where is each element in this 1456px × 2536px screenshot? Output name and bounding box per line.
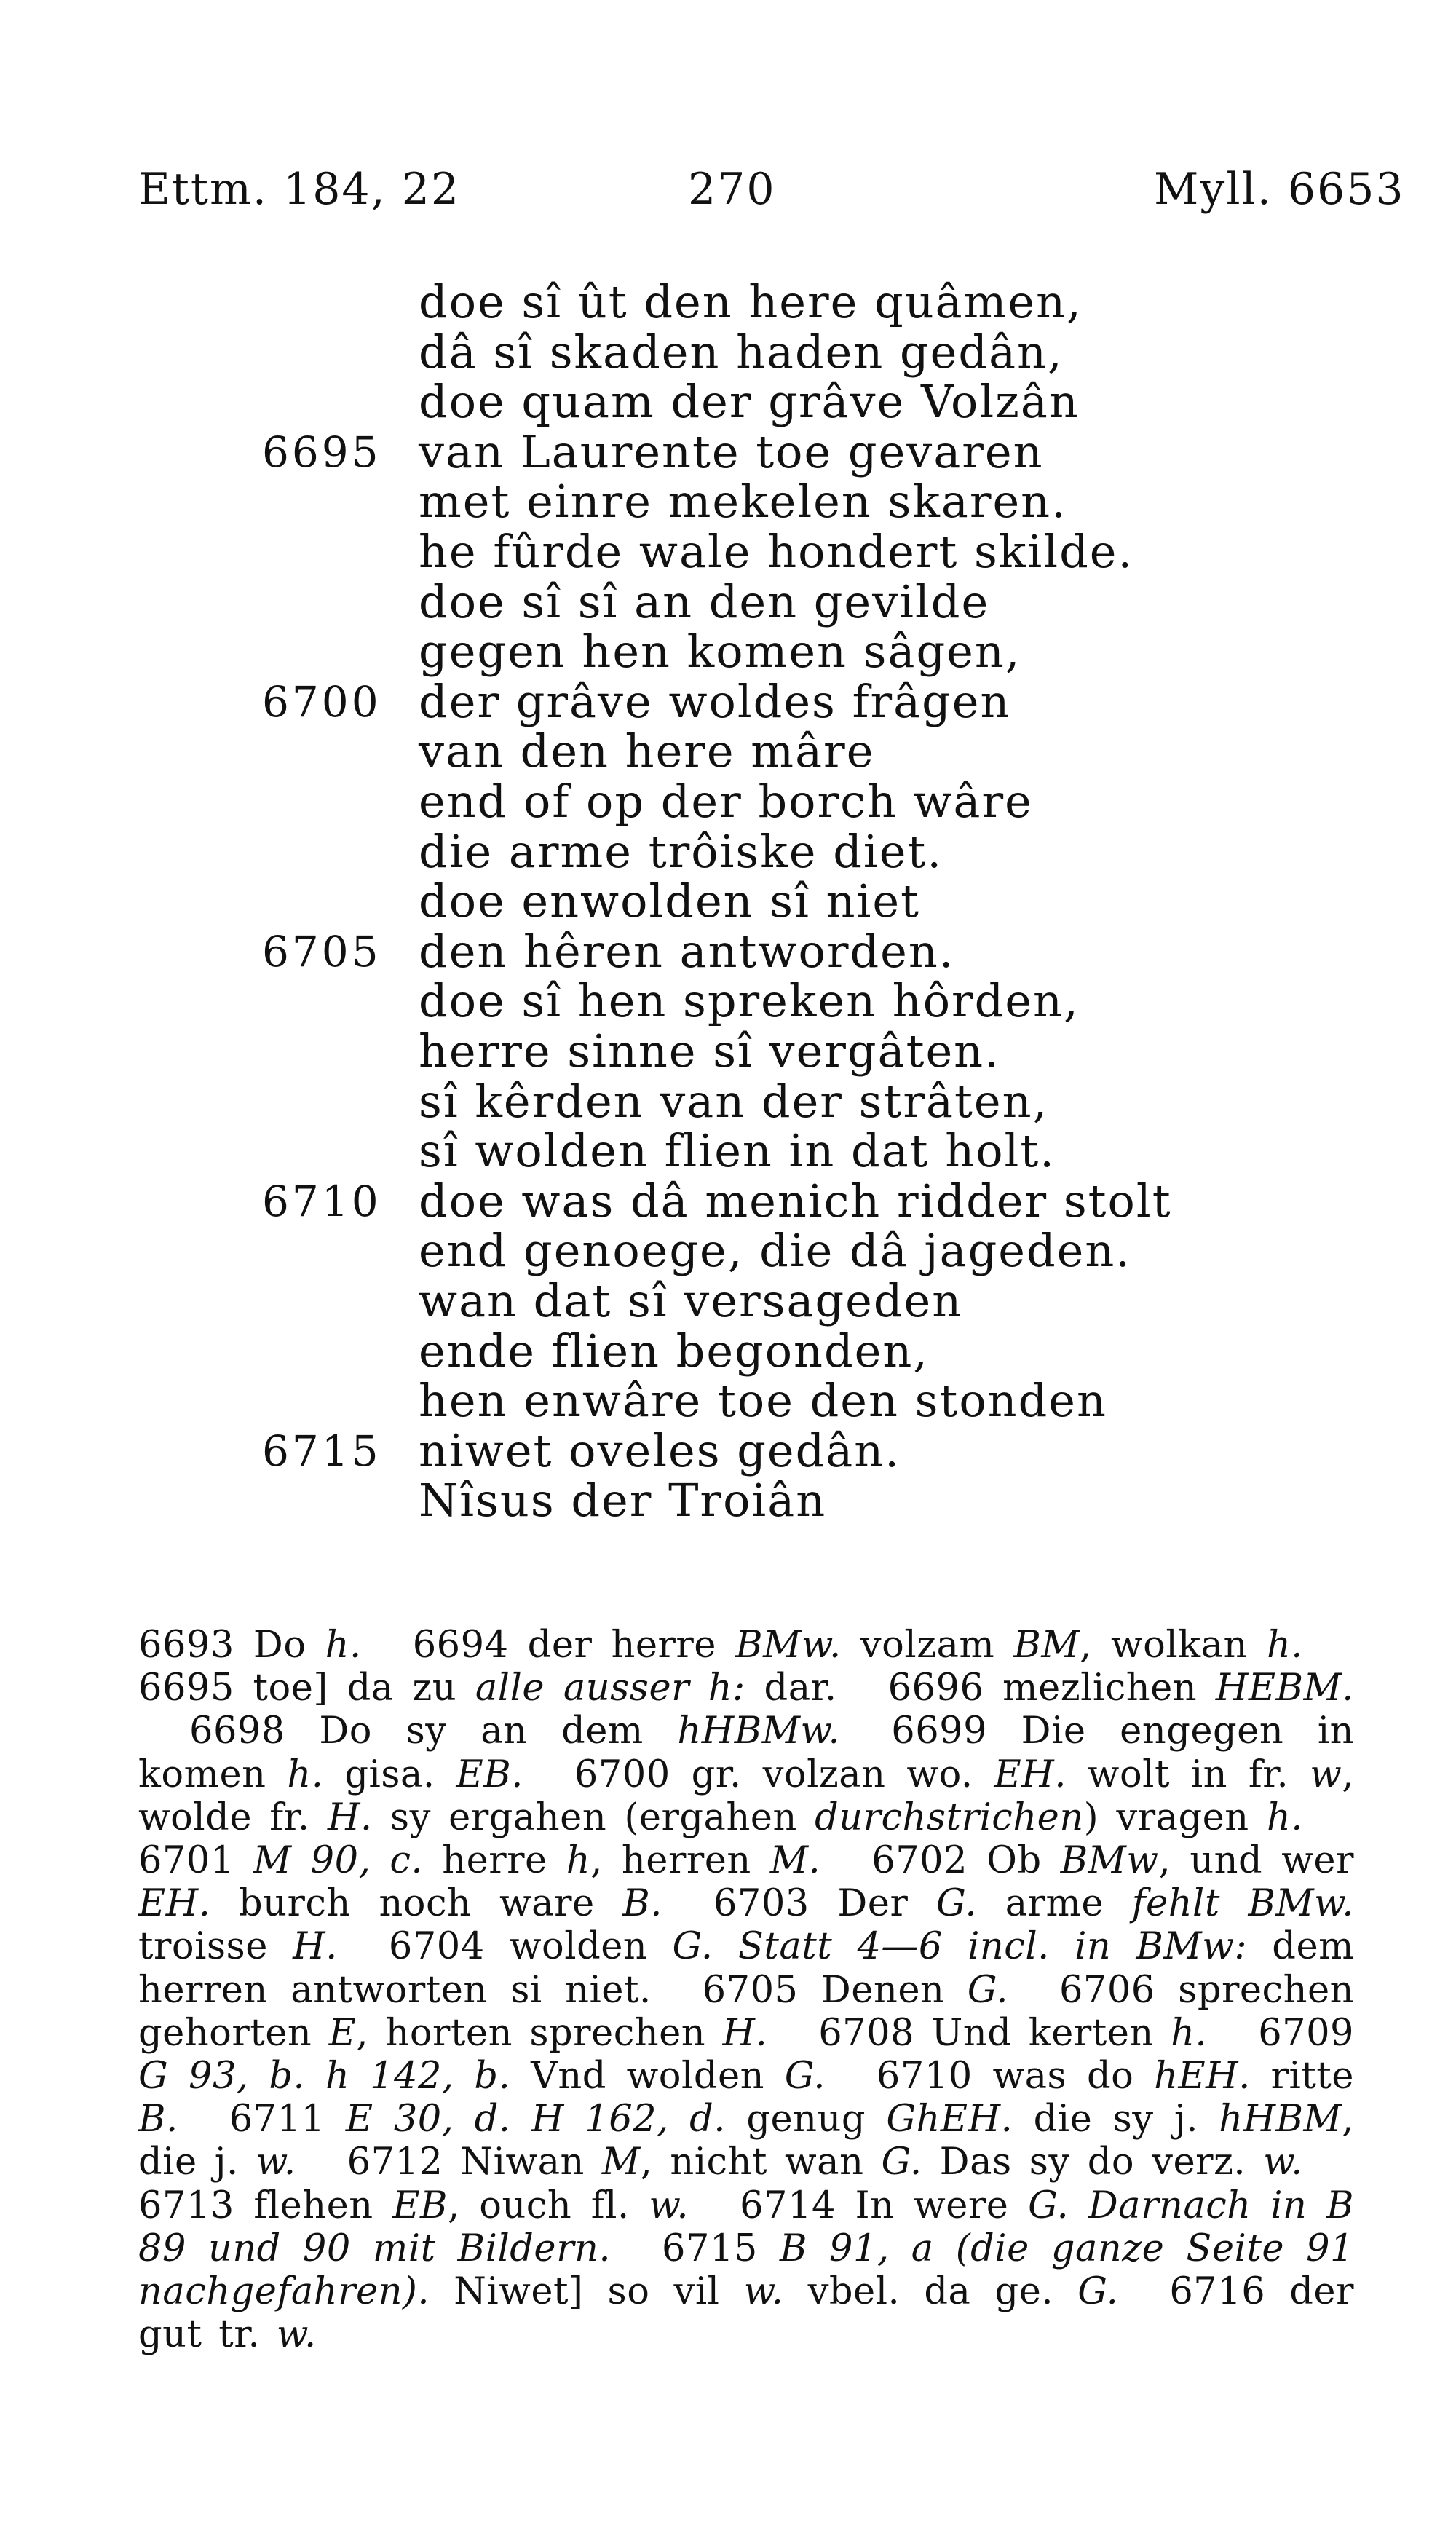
apparatus-text: 6701 [138,1839,253,1883]
apparatus-text [713,1925,738,1968]
apparatus-siglum: w. [276,2313,317,2357]
apparatus-siglum: E [328,2011,357,2055]
apparatus-text: 6699 Die engegen in komen [138,1710,1354,1796]
line-number: 6700 [262,677,381,727]
apparatus-text: 6706 sprechen gehorten [138,1968,1354,2055]
verse-line: he fûrde wale hondert skilde. [419,525,1134,578]
verse-line: doe sî hen spreken hôrden, [419,974,1080,1027]
apparatus-siglum: h. [1266,1624,1303,1667]
apparatus-text: gisa. [323,1753,456,1796]
apparatus-text: 6694 der herre [412,1624,736,1667]
apparatus-siglum: M. [769,1839,821,1883]
verse-line: ende flien begonden, [419,1324,929,1378]
apparatus-text: sy ergahen (ergahen [372,1796,815,1839]
apparatus-text: 6712 Niwan [347,2141,602,2184]
apparatus-siglum: M 90, c. [253,1839,424,1883]
verse-line: gegen hen komen sâgen, [419,625,1021,678]
verse-line: doe sî ût den here quâmen, [419,275,1083,328]
apparatus-text: , horten sprechen [356,2011,723,2055]
apparatus-siglum: w. [1263,2141,1304,2184]
apparatus-siglum: BM [1013,1624,1080,1667]
apparatus-siglum: Darnach in B 89 und 90 mit Bildern. [138,2184,1354,2270]
apparatus-siglum: w. [256,2141,296,2184]
apparatus-siglum: durchstrichen [815,1796,1084,1839]
apparatus-text: 6693 Do [138,1624,325,1667]
apparatus-siglum: G. [935,1882,978,1926]
apparatus-siglum: H. [327,1796,373,1839]
apparatus-text: 6700 gr. volzan wo. [574,1753,994,1796]
header-left-reference: Ettm. 184, 22 [138,164,461,215]
apparatus-text: Das sy do verz. [922,2141,1264,2184]
apparatus-text: 6709 [1258,2011,1354,2055]
apparatus-text: 6705 Denen [702,1968,968,2012]
verse-line: hen enwâre toe den stonden [419,1374,1107,1427]
apparatus-text: 6713 flehen [138,2184,393,2227]
line-number: 6695 [262,427,381,477]
verse-line: niwet oveles gedân. [419,1424,901,1477]
verse-line: met einre mekelen skaren. [419,475,1067,528]
verse-line: end of op der borch wâre [419,775,1033,828]
apparatus-text [1069,2184,1088,2227]
apparatus-siglum: Statt 4—6 incl. in BMw: [737,1925,1248,1969]
page-number: 270 [688,164,776,215]
apparatus-siglum: G 93, b. h 142, b. [138,2055,511,2098]
verse-line: sî kêrden van der strâten, [419,1075,1049,1128]
apparatus-siglum: hEH. [1154,2055,1251,2098]
apparatus-siglum: G. [1077,2270,1119,2314]
verse-line: doe was dâ menich ridder stolt [419,1174,1172,1228]
apparatus-text: 6708 Und kerten [818,2011,1171,2055]
page-header [0,0,1456,233]
apparatus-text: burch noch ware [210,1882,623,1926]
apparatus-text: genug [726,2098,887,2141]
verse-line: van den here mâre [419,724,875,778]
apparatus-siglum: G. [784,2055,826,2098]
apparatus-text: 6703 Der [713,1882,936,1926]
apparatus-text: arme [977,1882,1132,1926]
apparatus-siglum: EH. [138,1882,211,1926]
apparatus-text: vbel. da ge. [783,2270,1078,2314]
apparatus-siglum: GhEH. [886,2098,1013,2141]
verse-line: end genoege, die dâ jageden. [419,1224,1132,1277]
apparatus-siglum: G. [1028,2184,1069,2227]
header-right-reference: Myll. 6653 [1154,164,1405,215]
apparatus-siglum: E 30, d. H 162, d. [345,2098,726,2141]
apparatus-text: troisse [138,1925,293,1969]
apparatus-siglum: hHBMw. [677,1710,841,1753]
apparatus-siglum: EB. [456,1753,523,1796]
apparatus-siglum: M [601,2141,641,2184]
verse-line: Nîsus der Troiân [419,1474,827,1527]
apparatus-text: 6716 der gut tr. [138,2270,1354,2357]
verse-line: wan dat sî versageden [419,1274,963,1327]
apparatus-text: , herren [590,1839,770,1883]
apparatus-text: 6710 was do [876,2055,1155,2098]
apparatus-text: Vnd wolden [510,2055,785,2098]
apparatus-text: dem herren antworten si niet. [138,1925,1354,2012]
apparatus-siglum: EB [392,2184,448,2227]
apparatus-text: , ouch fl. [447,2184,649,2227]
verse-line: den hêren antworden. [419,925,955,978]
apparatus-siglum: H. [722,2011,768,2055]
apparatus-siglum: h [566,1839,591,1883]
apparatus-siglum: G. [881,2141,922,2184]
line-number: 6715 [262,1426,381,1476]
apparatus-text: 6695 toe] da zu [138,1667,475,1710]
apparatus-text: 6715 [662,2227,780,2270]
apparatus-siglum: B. [622,1882,662,1926]
apparatus-text: 6711 [229,2098,346,2141]
apparatus-text: 6714 In were [740,2184,1029,2227]
apparatus-siglum: G. [967,1968,1008,2012]
apparatus-text: die sy j. [1013,2098,1219,2141]
apparatus-text: 6702 Ob [871,1839,1061,1883]
apparatus-text: 6704 wolden [388,1925,673,1969]
apparatus-text: ) vragen [1083,1796,1267,1839]
apparatus-text: Niwet] so vil [430,2270,744,2314]
apparatus-siglum: h. [287,1753,324,1796]
apparatus-siglum: hHBM [1219,2098,1342,2141]
apparatus-siglum: h. [1266,1796,1304,1839]
apparatus-siglum: h. [1171,2011,1208,2055]
apparatus-text: herre [423,1839,566,1883]
apparatus-siglum: EH. [994,1753,1067,1796]
apparatus-siglum: w. [649,2184,689,2227]
line-number: 6710 [262,1177,381,1226]
apparatus-siglum: alle ausser h: [475,1667,745,1710]
apparatus-siglum: B 91, a (die ganze Seite 91 nachgefahren). [138,2227,1354,2314]
apparatus-siglum: w [1310,1753,1342,1796]
verse-line: dâ sî skaden haden gedân, [419,325,1064,379]
apparatus-text: , wolde fr. [138,1753,1354,1839]
verse-line: herre sinne sî vergâten. [419,1024,1000,1078]
apparatus-siglum: HEBM. [1215,1667,1355,1710]
apparatus-text: volzam [841,1624,1014,1667]
apparatus-text: wolt in fr. [1066,1753,1310,1796]
verse-line: doe sî sî an den gevilde [419,575,990,628]
apparatus-text: dar. [745,1667,837,1710]
apparatus-text: , nicht wan [640,2141,882,2184]
apparatus-siglum: B. [138,2098,178,2141]
verse-line: der grâve woldes frâgen [419,675,1011,728]
verse-line: doe quam der grâve Volzân [419,375,1080,428]
apparatus-text: 6696 mezlichen [887,1667,1216,1710]
apparatus-text: , und wer [1158,1839,1354,1883]
apparatus-siglum: h. [325,1624,362,1667]
apparatus-text: , die j. [138,2098,1354,2184]
verse-line: doe enwolden sî niet [419,874,921,928]
verse-line: van Laurente toe gevaren [419,425,1044,478]
critical-apparatus [138,1624,1354,2356]
apparatus-text: , wolkan [1080,1624,1267,1667]
apparatus-siglum: BMw. [735,1624,842,1667]
apparatus-siglum: fehlt BMw. [1131,1882,1354,1926]
apparatus-siglum: H. [293,1925,338,1969]
apparatus-text: 6698 Do sy an dem [189,1710,678,1753]
apparatus-siglum: w. [743,2270,784,2314]
apparatus-siglum: G. [672,1925,713,1969]
verse-line: sî wolden flien in dat holt. [419,1124,1056,1177]
line-number: 6705 [262,927,381,976]
apparatus-siglum: BMw [1060,1839,1159,1883]
apparatus-text: ritte [1250,2055,1354,2098]
verse-line: die arme trôiske diet. [419,825,943,878]
